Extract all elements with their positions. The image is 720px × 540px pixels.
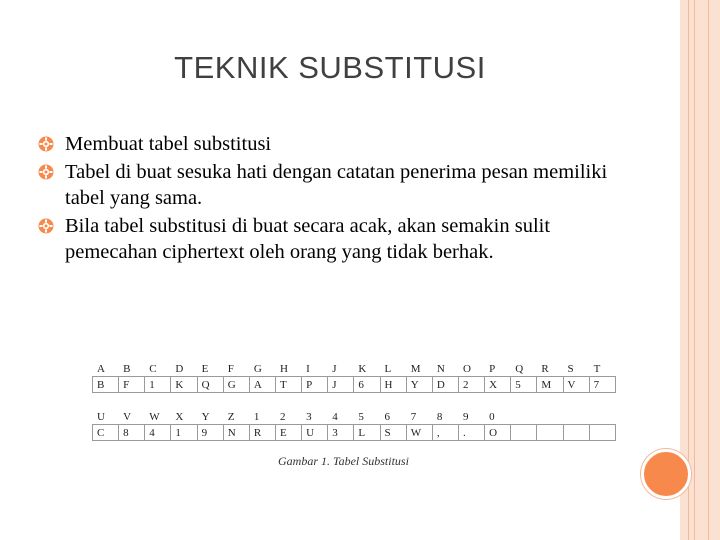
table-cell: 5 [354, 409, 380, 425]
table-cell: H [275, 361, 301, 377]
table-cell: X [171, 409, 197, 425]
table-cell: R [537, 361, 563, 377]
table-cell [537, 409, 563, 425]
border-line [688, 0, 689, 540]
table-cell: 9 [458, 409, 484, 425]
table-cell: C [145, 361, 171, 377]
table-cell: 7 [589, 377, 615, 393]
gear-icon [38, 218, 54, 234]
bullet-list [38, 131, 638, 267]
table-cell: G [223, 377, 249, 393]
table-cell: N [223, 425, 249, 441]
table-cell: Y [406, 377, 432, 393]
gear-icon [38, 136, 54, 152]
table-cell: 5 [511, 377, 537, 393]
table-cell: H [380, 377, 406, 393]
table-cell: 4 [328, 409, 354, 425]
substitution-table-2 [92, 408, 616, 441]
table-cell [589, 425, 615, 441]
table-cell: 1 [249, 409, 275, 425]
bullet-text: Membuat tabel substitusi [65, 133, 272, 155]
table-cell: T [275, 377, 301, 393]
table-cell: J [328, 377, 354, 393]
table-cell [511, 425, 537, 441]
table-cell: Q [511, 361, 537, 377]
table-cell [589, 409, 615, 425]
table-cell: O [458, 361, 484, 377]
table-cell: V [119, 409, 145, 425]
table-cell: S [563, 361, 589, 377]
table-cell [563, 409, 589, 425]
table-cell: R [249, 425, 275, 441]
table-cell: M [406, 361, 432, 377]
figure-caption: Gambar 1. Tabel Substitusi [278, 454, 409, 468]
table-cell: D [171, 361, 197, 377]
table-cell: B [119, 361, 145, 377]
table-cell: 3 [328, 425, 354, 441]
table-cell: K [171, 377, 197, 393]
gear-icon [38, 164, 54, 180]
cipher-row [93, 377, 616, 393]
table-cell [511, 409, 537, 425]
table-cell: L [354, 425, 380, 441]
bullet-item [38, 131, 638, 157]
table-cell: T [589, 361, 615, 377]
table-cell: V [563, 377, 589, 393]
cipher-row [93, 425, 616, 441]
table-cell: A [93, 361, 119, 377]
table-cell [537, 425, 563, 441]
table-cell: O [485, 425, 511, 441]
table-cell: F [223, 361, 249, 377]
table-cell: Z [223, 409, 249, 425]
table-cell: X [485, 377, 511, 393]
table-cell: , [432, 425, 458, 441]
bullet-text: Bila tabel substitusi di buat secara acak, akan semakin sulit pemecahan ciphertext oleh orang yang tidak berhak. [65, 215, 551, 263]
table-cell: K [354, 361, 380, 377]
table-cell: G [249, 361, 275, 377]
table-cell: F [119, 377, 145, 393]
table-cell: 7 [406, 409, 432, 425]
table-cell: 4 [145, 425, 171, 441]
table-cell: 6 [380, 409, 406, 425]
table-cell: D [432, 377, 458, 393]
table-cell: I [302, 361, 328, 377]
table-cell: 1 [145, 377, 171, 393]
bullet-text: Tabel di buat sesuka hati dengan catatan penerima pesan memiliki tabel yang sama. [65, 161, 608, 209]
plain-row [93, 361, 616, 377]
table-cell: U [302, 425, 328, 441]
table-cell: Q [197, 377, 223, 393]
table-cell: 2 [275, 409, 301, 425]
substitution-table-1 [92, 360, 616, 393]
substitution-figure [92, 360, 616, 441]
border-line [694, 0, 695, 540]
table-cell: P [302, 377, 328, 393]
table-cell: 9 [197, 425, 223, 441]
table-cell: E [197, 361, 223, 377]
table-cell: W [406, 425, 432, 441]
table-cell: C [93, 425, 119, 441]
slide-title: TEKNIK SUBSTITUSI [174, 50, 486, 85]
table-cell: 6 [354, 377, 380, 393]
table-cell: N [432, 361, 458, 377]
table-cell: A [249, 377, 275, 393]
table-cell: J [328, 361, 354, 377]
table-cell: 1 [171, 425, 197, 441]
table-cell: 0 [485, 409, 511, 425]
bullet-item [38, 159, 638, 211]
table-cell: E [275, 425, 301, 441]
table-cell: 8 [432, 409, 458, 425]
border-line [708, 0, 709, 540]
plain-row [93, 409, 616, 425]
bullet-item [38, 213, 638, 265]
table-cell: P [485, 361, 511, 377]
table-cell: . [458, 425, 484, 441]
table-cell: S [380, 425, 406, 441]
table-cell: 3 [302, 409, 328, 425]
table-cell: 2 [458, 377, 484, 393]
table-cell: 8 [119, 425, 145, 441]
table-cell: Y [197, 409, 223, 425]
table-cell: W [145, 409, 171, 425]
table-cell: M [537, 377, 563, 393]
table-cell [563, 425, 589, 441]
table-cell: B [93, 377, 119, 393]
table-cell: U [93, 409, 119, 425]
table-cell: L [380, 361, 406, 377]
decorative-circle [641, 449, 691, 499]
